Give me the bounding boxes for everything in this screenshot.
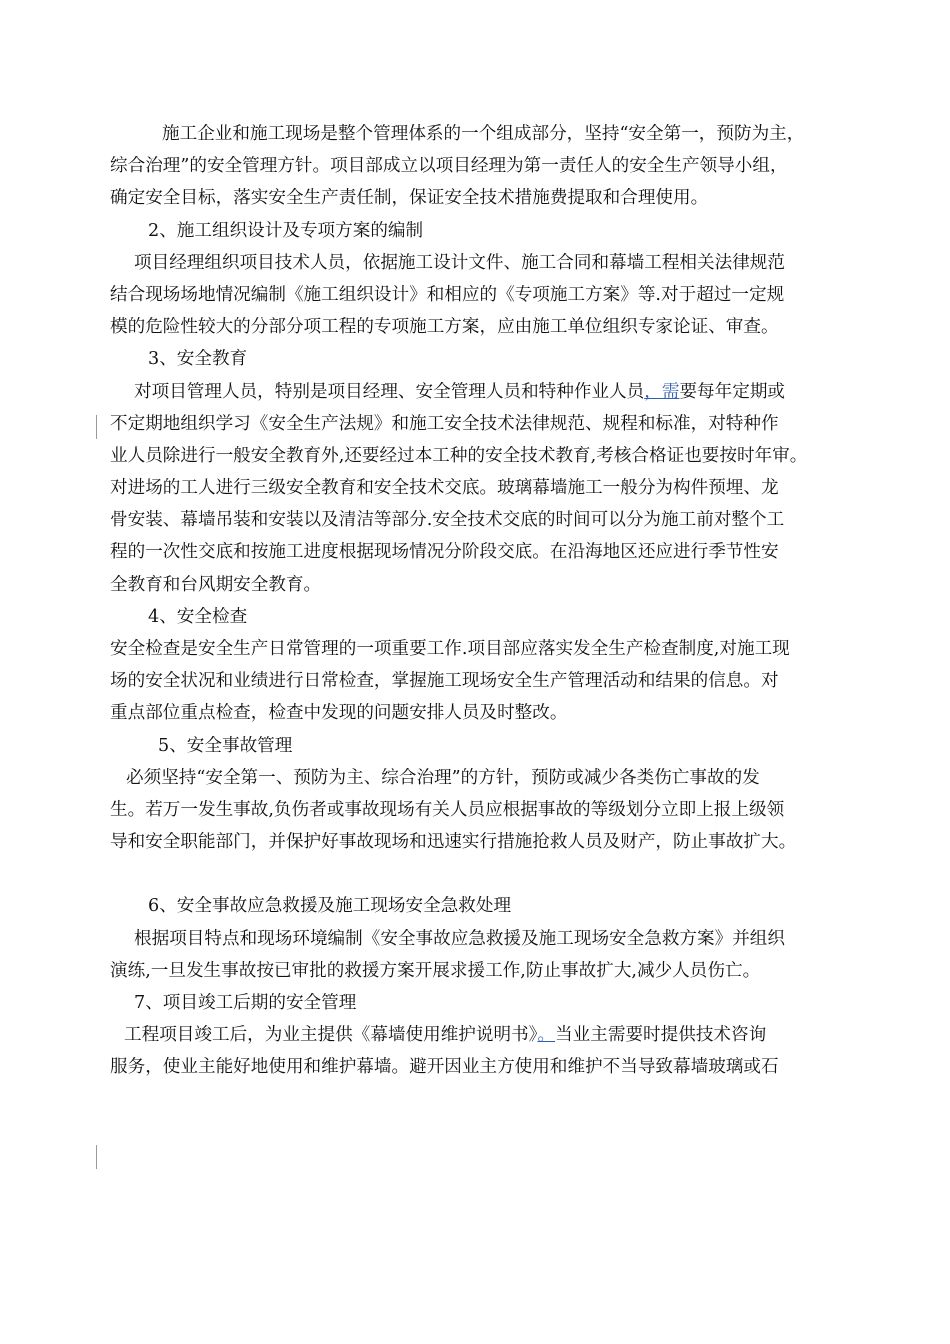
paragraph [110, 376, 855, 601]
text-line [110, 1051, 855, 1083]
text-line [110, 923, 855, 955]
heading-text [110, 730, 855, 762]
blank-line [110, 858, 855, 890]
text-line [110, 150, 855, 182]
heading-text [110, 890, 855, 922]
line-text: 重点部位重点检查，检查中发现的问题安排人员及时整改。 [110, 703, 568, 724]
line-text: 安全检查是安全生产日常管理的一项重要工作.项目部应落实发全生产检查制度,对施工现 [110, 639, 790, 659]
line-text: 7、项目竣工后期的安全管理 [134, 992, 357, 1013]
text-line [110, 1019, 855, 1051]
line-text: 综合治理”的安全管理方针。项目部成立以项目经理为第一责任人的安全生产领导小组， [110, 156, 788, 177]
line-text: 施工企业和施工现场是整个管理体系的一个组成部分，坚持“安全第一，预防为主， [162, 124, 805, 144]
line-text: 项目经理组织项目技术人员，依据施工设计文件、施工合同和幕墙工程相关法律规范 [134, 252, 785, 273]
text-line [110, 536, 855, 568]
text-line [110, 633, 855, 665]
text-line [110, 118, 855, 150]
line-text: 生。若万一发生事故,负伤者或事故现场有关人员应根据事故的等级划分立即上报上级领 [110, 799, 785, 820]
line-text: 结合现场场地情况编制《施工组织设计》和相应的《专项施工方案》等.对于超过一定规 [110, 284, 785, 305]
paragraph [110, 633, 855, 730]
heading-text [110, 343, 855, 375]
heading-text [110, 601, 855, 633]
section-heading [110, 343, 855, 375]
section-heading [110, 601, 855, 633]
tracked-change[interactable]: 。 [537, 1025, 556, 1046]
line-text: 3、安全教育 [148, 349, 248, 370]
line-text: 确定安全目标，落实安全生产责任制，保证安全技术措施费提取和合理使用。 [110, 188, 709, 209]
line-text: 程的一次性交底和按施工进度根据现场情况分阶段交底。在沿海地区还应进行季节性安 [110, 542, 779, 563]
text-line [110, 697, 855, 729]
line-text: 导和安全职能部门，并保护好事故现场和迅速实行措施抢救人员及财产，防止事故扩大。 [110, 832, 797, 853]
line-text: 不定期地组织学习《安全生产法规》和施工安全技术法律规范、规程和标准，对特种作 [110, 413, 779, 434]
line-text: 模的危险性较大的分部分项工程的专项施工方案，应由施工单位组织专家论证、审查。 [110, 317, 779, 338]
section-heading [110, 730, 855, 762]
line-text: 服务，使业主能好地使用和维护幕墙。避开因业主方使用和维护不当导致幕墙玻璃或石 [110, 1057, 779, 1078]
line-text: 工程项目竣工后，为业主提供《幕墙使用维护说明书》 [124, 1025, 538, 1046]
line-text: 演练,一旦发生事故按已审批的救援方案开展求援工作,防止事故扩大,减少人员伤亡。 [110, 960, 761, 981]
text-line [110, 955, 855, 987]
revision-bar [96, 1145, 97, 1169]
paragraph [110, 1019, 855, 1083]
line-text: 骨安装、幕墙吊装和安装以及清洁等部分.安全技术交底的时间可以分为施工前对整个工 [110, 510, 785, 531]
line-text: 必须坚持“安全第一、预防为主、综合治理”的方针，预防或减少各类伤亡事故的发 [126, 767, 760, 788]
text-line [110, 279, 855, 311]
document-body [110, 118, 855, 1083]
section-heading [110, 890, 855, 922]
revision-bar [96, 415, 97, 439]
heading-text [110, 987, 855, 1019]
line-text: 4、安全检查 [148, 606, 248, 627]
text-line [110, 472, 855, 504]
text-line [110, 665, 855, 697]
line-text: 当业主需要时提供技术咨询 [555, 1025, 767, 1046]
text-line [110, 408, 855, 440]
line-text: 2、施工组织设计及专项方案的编制 [148, 220, 424, 241]
paragraph [110, 762, 855, 859]
section-heading [110, 215, 855, 247]
text-line [110, 569, 855, 601]
text-line [110, 376, 855, 408]
tracked-change[interactable]: ，需 [644, 381, 680, 402]
text-line [110, 794, 855, 826]
line-text: 场的安全状况和业绩进行日常检查，掌握施工现场安全生产管理活动和结果的信息。对 [110, 671, 779, 692]
text-line [110, 504, 855, 536]
line-text: 要每年定期或 [679, 381, 786, 402]
text-line [110, 440, 855, 472]
section-heading [110, 987, 855, 1019]
text-line [110, 247, 855, 279]
line-text: 对项目管理人员，特别是项目经理、安全管理人员和特种作业人员 [134, 381, 645, 402]
line-text: 对进场的工人进行三级安全教育和安全技术交底。玻璃幕墙施工一般分为构件预埋、龙 [110, 478, 779, 499]
paragraph [110, 923, 855, 987]
paragraph [110, 118, 855, 215]
line-text: 6、安全事故应急救援及施工现场安全急救处理 [148, 896, 512, 917]
line-text: 根据项目特点和现场环境编制《安全事故应急救援及施工现场安全急救方案》并组织 [134, 928, 785, 949]
heading-text [110, 215, 855, 247]
line-text: 全教育和台风期安全教育。 [110, 574, 322, 595]
line-text: 业人员除进行一般安全教育外,还要经过本工种的安全技术教育,考核合格证也要按时年审。 [110, 445, 808, 466]
text-line [110, 762, 855, 794]
text-line [110, 826, 855, 858]
text-line [110, 311, 855, 343]
paragraph [110, 247, 855, 344]
line-text: 5、安全事故管理 [158, 735, 293, 756]
text-line [110, 182, 855, 214]
